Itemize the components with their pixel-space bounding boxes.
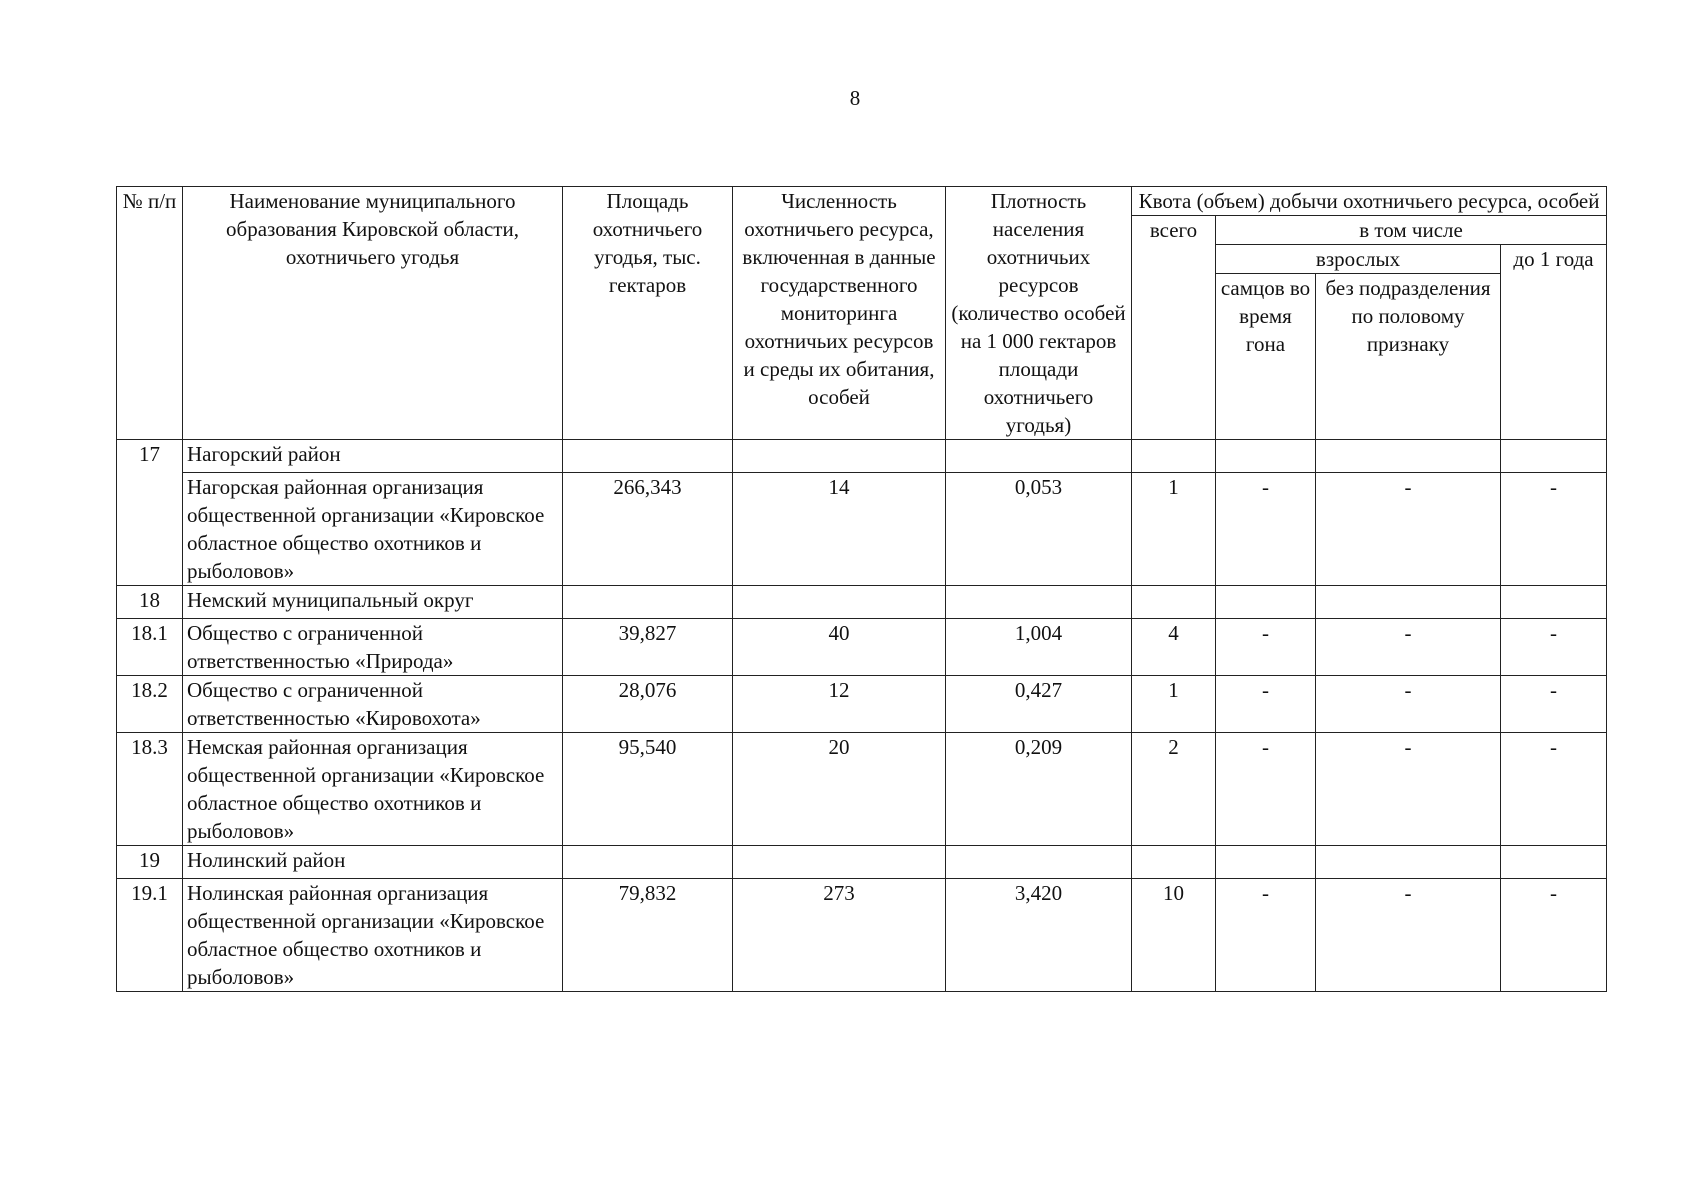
header-males: самцов во время гона xyxy=(1216,274,1316,440)
row-count: 40 xyxy=(733,619,946,676)
header-adults: взрослых xyxy=(1216,245,1501,274)
table-row xyxy=(117,473,1607,586)
row-name: Немский муниципальный округ xyxy=(183,586,563,619)
row-density: 0,053 xyxy=(946,473,1132,586)
row-males: - xyxy=(1216,879,1316,992)
row-name: Общество с ограниченной ответственностью «Природа» xyxy=(183,619,563,676)
header-including: в том числе xyxy=(1216,216,1607,245)
row-no: 17 xyxy=(117,440,183,473)
row-area: 39,827 xyxy=(563,619,733,676)
row-area xyxy=(563,586,733,619)
row-name: Немская районная организация общественной организации «Кировское областное общество охотников и рыболовов» xyxy=(183,733,563,846)
row-area: 95,540 xyxy=(563,733,733,846)
row-under1: - xyxy=(1501,473,1607,586)
row-total: 10 xyxy=(1132,879,1216,992)
row-under1 xyxy=(1501,440,1607,473)
row-name: Нолинский район xyxy=(183,846,563,879)
row-no: 18 xyxy=(117,586,183,619)
row-no: 18.3 xyxy=(117,733,183,846)
row-males xyxy=(1216,586,1316,619)
row-total xyxy=(1132,846,1216,879)
table-row xyxy=(117,846,1607,879)
row-density xyxy=(946,586,1132,619)
row-no: 19.1 xyxy=(117,879,183,992)
row-area xyxy=(563,440,733,473)
header-no: № п/п xyxy=(117,187,183,440)
row-density xyxy=(946,846,1132,879)
row-count: 273 xyxy=(733,879,946,992)
header-density: Плотность населения охотничьих ресурсов (количество особей на 1 000 гектаров площади охотничьего угодья) xyxy=(946,187,1132,440)
row-under1 xyxy=(1501,586,1607,619)
row-under1: - xyxy=(1501,733,1607,846)
header-nosex: без подразделения по половому признаку xyxy=(1316,274,1501,440)
row-under1: - xyxy=(1501,676,1607,733)
row-density: 1,004 xyxy=(946,619,1132,676)
header-under1: до 1 года xyxy=(1501,245,1607,440)
row-name: Общество с ограниченной ответственностью «Кировохота» xyxy=(183,676,563,733)
row-no xyxy=(117,473,183,586)
row-area: 79,832 xyxy=(563,879,733,992)
header-total: всего xyxy=(1132,216,1216,440)
quota-table xyxy=(116,186,1607,992)
row-area: 28,076 xyxy=(563,676,733,733)
row-area xyxy=(563,846,733,879)
row-males: - xyxy=(1216,733,1316,846)
row-total: 2 xyxy=(1132,733,1216,846)
row-under1 xyxy=(1501,846,1607,879)
row-total xyxy=(1132,440,1216,473)
row-area: 266,343 xyxy=(563,473,733,586)
row-density: 0,427 xyxy=(946,676,1132,733)
row-males: - xyxy=(1216,676,1316,733)
table-row xyxy=(117,733,1607,846)
row-nosex: - xyxy=(1316,879,1501,992)
row-count: 20 xyxy=(733,733,946,846)
row-nosex xyxy=(1316,440,1501,473)
table-row xyxy=(117,676,1607,733)
header-name: Наименование муниципального образования Кировской области, охотничьего угодья xyxy=(183,187,563,440)
table-row xyxy=(117,619,1607,676)
row-no: 18.1 xyxy=(117,619,183,676)
row-name: Нагорский район xyxy=(183,440,563,473)
header-area: Площадь охотничьего угодья, тыс. гектаров xyxy=(563,187,733,440)
row-under1: - xyxy=(1501,619,1607,676)
row-density: 0,209 xyxy=(946,733,1132,846)
row-males: - xyxy=(1216,619,1316,676)
header-quota: Квота (объем) добычи охотничьего ресурса, особей xyxy=(1132,187,1607,216)
row-no: 19 xyxy=(117,846,183,879)
row-males: - xyxy=(1216,473,1316,586)
row-name: Нолинская районная организация общественной организации «Кировское областное общество охотников и рыболовов» xyxy=(183,879,563,992)
row-count: 14 xyxy=(733,473,946,586)
row-count xyxy=(733,586,946,619)
row-nosex: - xyxy=(1316,619,1501,676)
row-density: 3,420 xyxy=(946,879,1132,992)
row-count xyxy=(733,846,946,879)
row-name: Нагорская районная организация общественной организации «Кировское областное общество охотников и рыболовов» xyxy=(183,473,563,586)
page-number: 8 xyxy=(849,86,861,110)
row-total: 1 xyxy=(1132,473,1216,586)
row-nosex: - xyxy=(1316,473,1501,586)
row-count xyxy=(733,440,946,473)
row-density xyxy=(946,440,1132,473)
row-count: 12 xyxy=(733,676,946,733)
table-row xyxy=(117,440,1607,473)
header-count: Численность охотничьего ресурса, включенная в данные государственного мониторинга охотничьих ресурсов и среды их обитания, особей xyxy=(733,187,946,440)
table-row xyxy=(117,879,1607,992)
row-males xyxy=(1216,846,1316,879)
row-no: 18.2 xyxy=(117,676,183,733)
row-males xyxy=(1216,440,1316,473)
row-total: 4 xyxy=(1132,619,1216,676)
row-nosex xyxy=(1316,586,1501,619)
row-nosex: - xyxy=(1316,676,1501,733)
row-total xyxy=(1132,586,1216,619)
row-under1: - xyxy=(1501,879,1607,992)
table-row xyxy=(117,586,1607,619)
row-nosex xyxy=(1316,846,1501,879)
row-nosex: - xyxy=(1316,733,1501,846)
row-total: 1 xyxy=(1132,676,1216,733)
